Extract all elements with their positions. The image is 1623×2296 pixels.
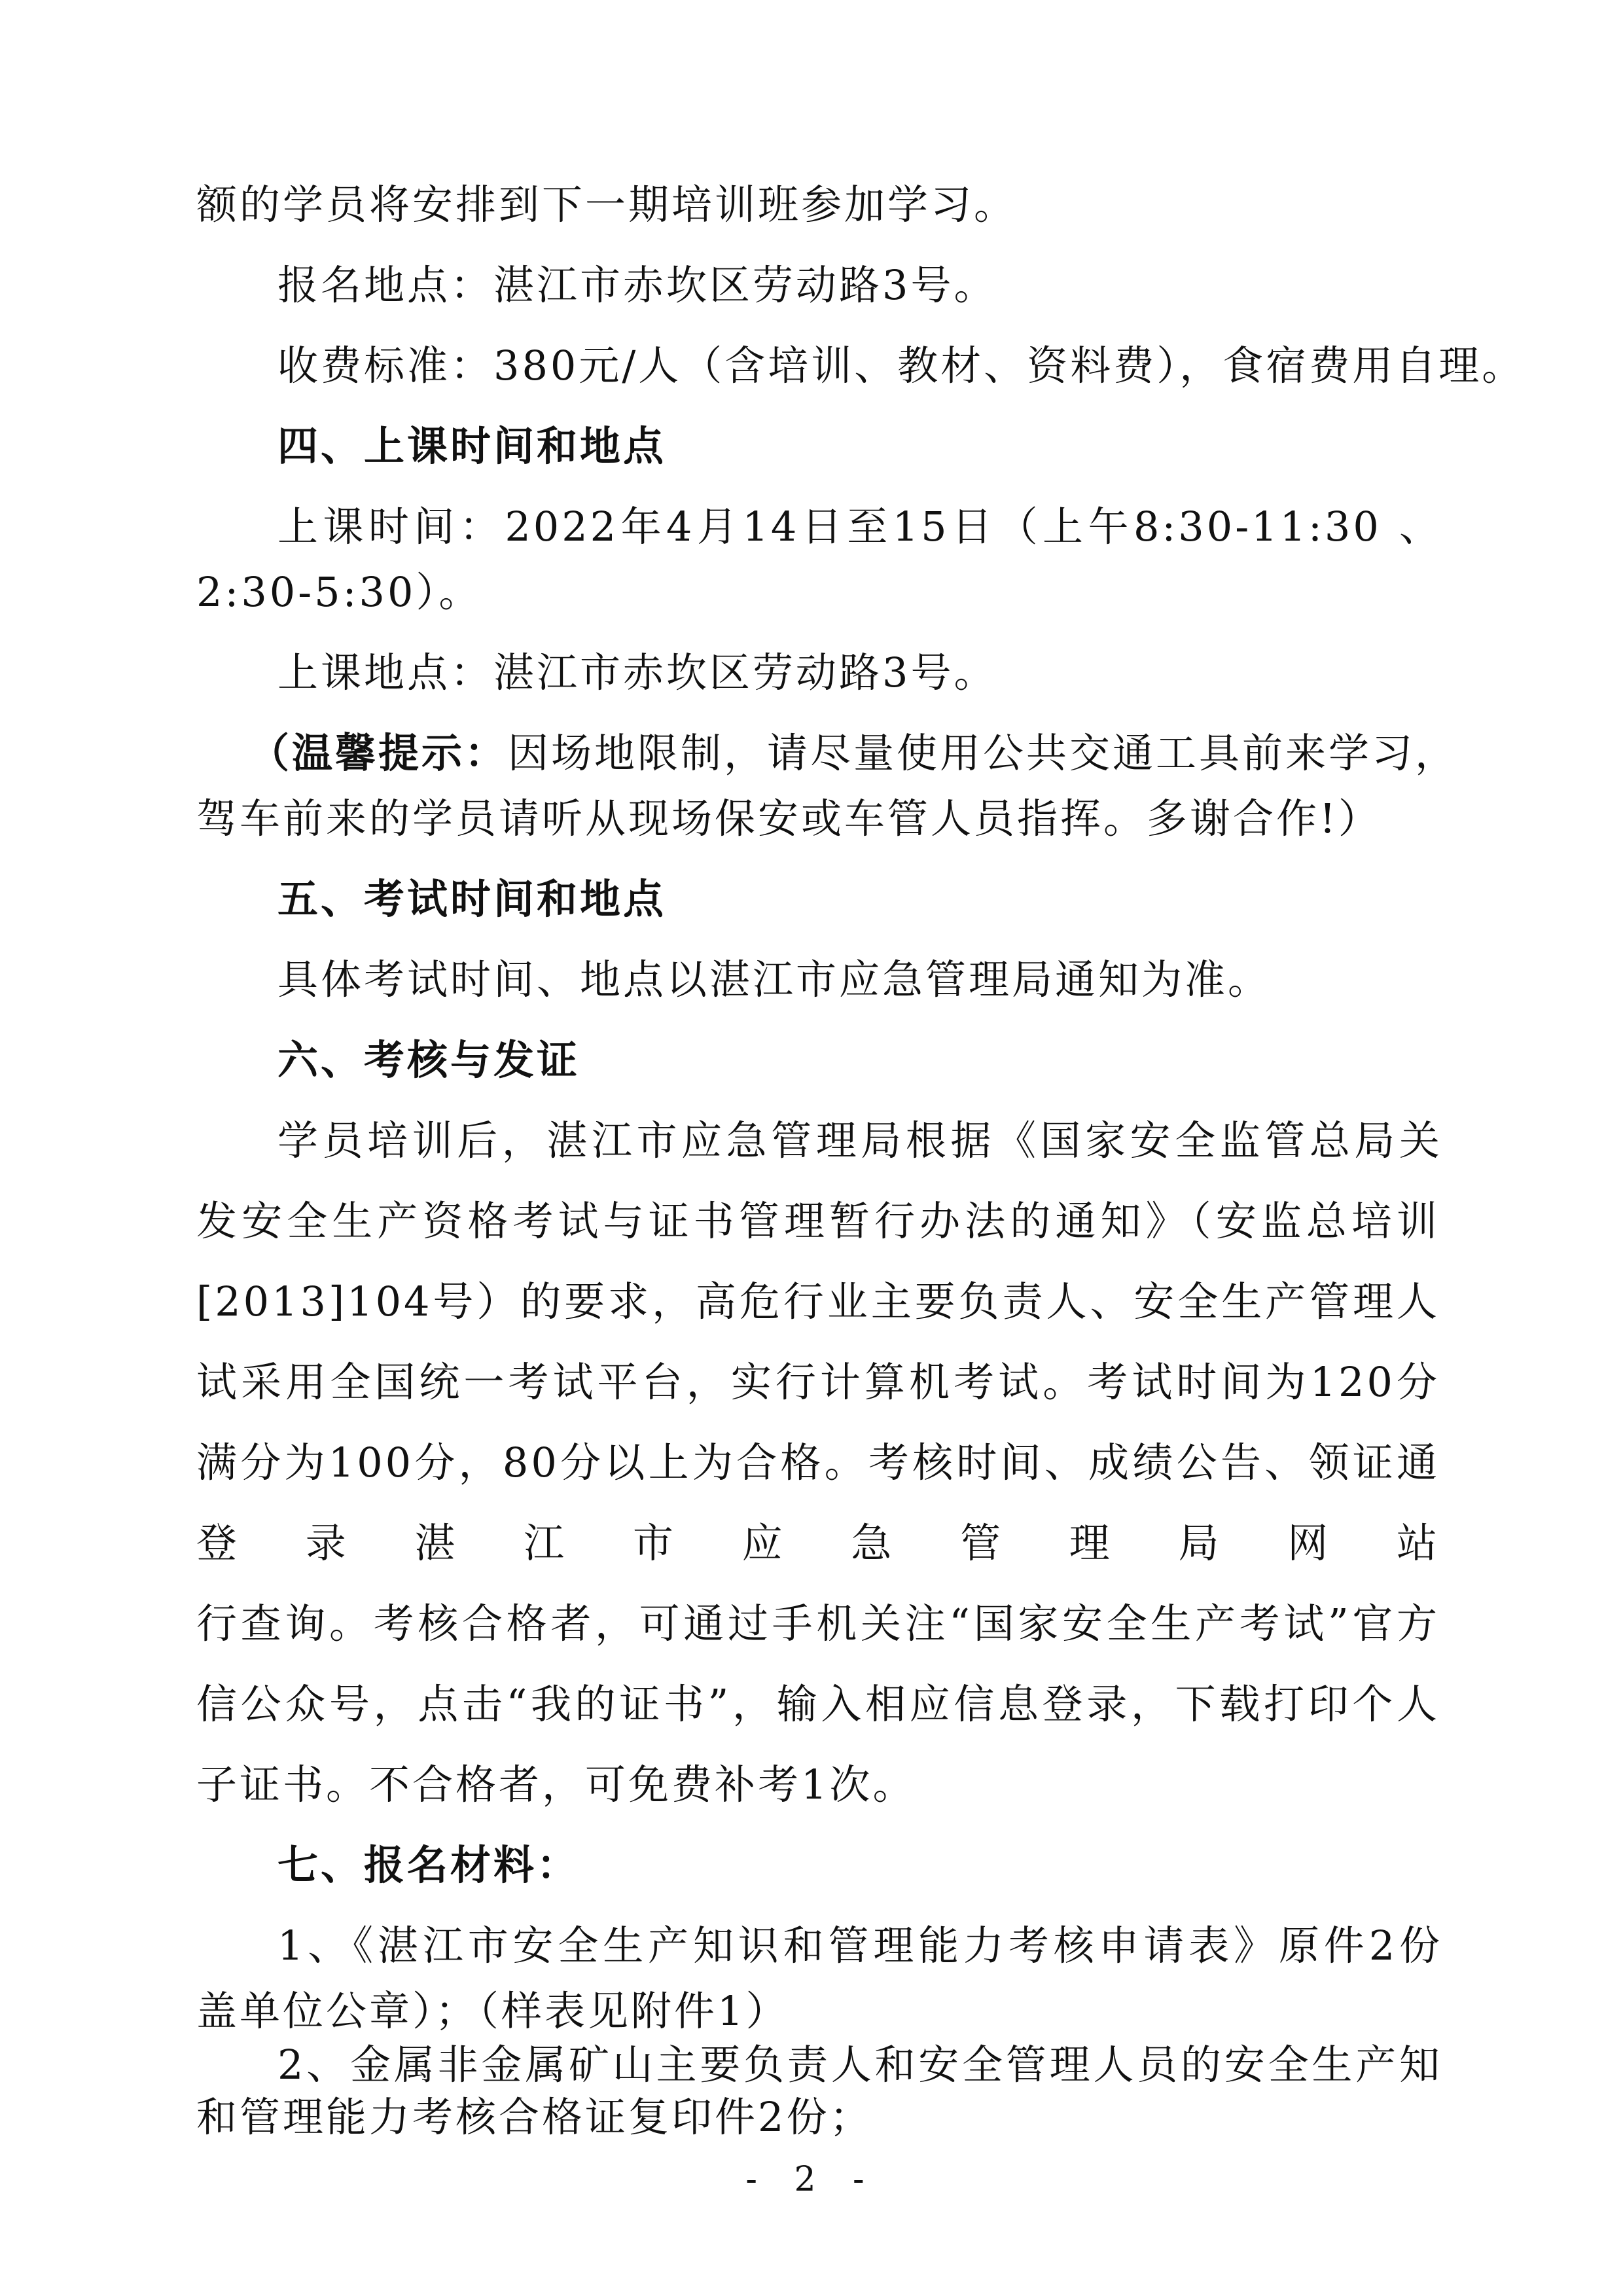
tip-line-1 — [249, 724, 1459, 783]
cert-line-5: 满分为100分，80分以上为合格。考核时间、成绩公告、领证通 — [196, 1439, 1440, 1486]
section-heading-5: 五、考试时间和地点 — [277, 875, 667, 923]
cert-line-1: 学员培训后，湛江市应急管理局根据《国家安全监管总局关 — [277, 1117, 1442, 1164]
material-1-line-2: 盖单位公章）；（样表见附件1） — [196, 1987, 789, 2035]
tip-line-2: 驾车前来的学员请听从现场保安或车管人员指挥。多谢合作!） — [196, 795, 1382, 842]
cert-line-2: 发安全生产资格考试与证书管理暂行办法的通知》（安监总培训 — [196, 1197, 1440, 1245]
class-location: 上课地点：湛江市赤坎区劳动路3号。 — [277, 649, 997, 696]
tip-text: 因场地限制，请尽量使用公共交通工具前来学习， — [508, 729, 1459, 777]
cert-line-7: 行查询。考核合格者，可通过手机关注“国家安全生产考试”官方 — [196, 1600, 1440, 1647]
registration-location: 报名地点：湛江市赤坎区劳动路3号。 — [277, 261, 997, 309]
tip-prefix: （温馨提示： — [249, 729, 508, 777]
cert-line-8: 信公众号，点击“我的证书”，输入相应信息登录，下载打印个人 — [196, 1680, 1440, 1728]
material-2-line-1: 2、金属非金属矿山主要负责人和安全管理人员的安全生产知 — [277, 2041, 1442, 2089]
cert-line-6: 登录湛江市应急管理局网站 — [196, 1519, 1440, 1567]
material-2-line-2: 和管理能力考核合格证复印件2份； — [196, 2093, 873, 2141]
fee-standard: 收费标准：380元/人（含培训、教材、资料费），食宿费用自理。 — [277, 342, 1525, 389]
class-time-line-1: 上课时间：2022年4月14日至15日（上午8:30-11:30 、 — [277, 503, 1442, 550]
section-heading-7: 七、报名材料： — [277, 1841, 580, 1889]
section-heading-6: 六、考核与发证 — [277, 1036, 580, 1084]
exam-text: 具体考试时间、地点以湛江市应急管理局通知为准。 — [277, 956, 1272, 1003]
class-time-line-2: 2:30-5:30）。 — [196, 568, 482, 616]
cert-line-9: 子证书。不合格者，可免费补考1次。 — [196, 1761, 916, 1808]
material-1-line-1: 1、《湛江市安全生产知识和管理能力考核申请表》原件2份 — [277, 1922, 1442, 1969]
cert-line-3: [2013]104号）的要求，高危行业主要负责人、安全生产管理人 — [196, 1278, 1440, 1325]
cert-line-4: 试采用全国统一考试平台，实行计算机考试。考试时间为120分 — [196, 1358, 1440, 1406]
paragraph-line: 额的学员将安排到下一期培训班参加学习。 — [196, 181, 1018, 228]
section-heading-4: 四、上课时间和地点 — [277, 422, 667, 470]
page-number: - 2 - — [745, 2160, 878, 2199]
